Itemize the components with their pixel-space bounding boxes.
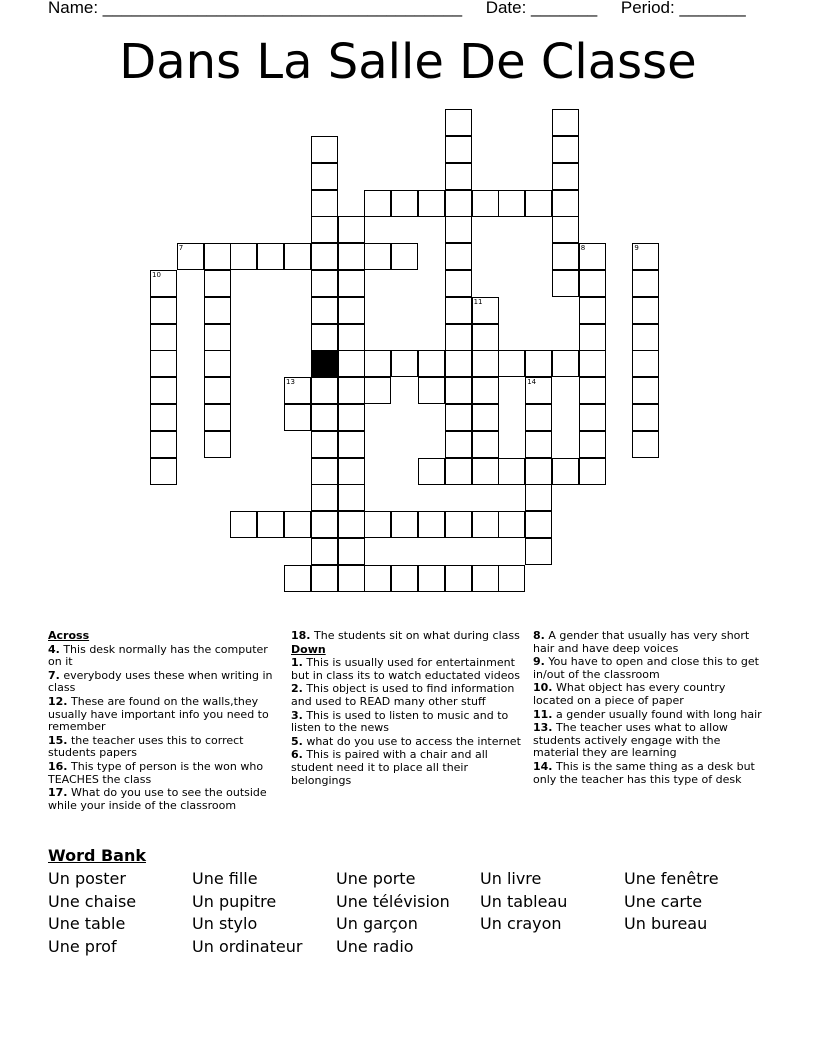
grid-cell[interactable] bbox=[311, 216, 338, 243]
clues-mixed-column bbox=[291, 630, 521, 788]
grid-cell[interactable] bbox=[472, 297, 499, 324]
clue-text: everybody uses these when writing in class bbox=[48, 668, 273, 695]
grid-cell[interactable] bbox=[338, 565, 365, 592]
clue bbox=[291, 736, 521, 749]
clue-text: These are found on the walls,they usually have important info you need to remember bbox=[48, 694, 269, 734]
grid-cell[interactable] bbox=[257, 243, 284, 270]
word-bank-item: Une prof bbox=[48, 936, 117, 956]
clue-number-label: 16. bbox=[48, 759, 68, 773]
clue-number-label: 18. bbox=[291, 629, 311, 642]
grid-cell[interactable] bbox=[150, 270, 177, 297]
clue-number: 9 bbox=[634, 244, 639, 253]
clue-number-label: 11. bbox=[533, 707, 553, 721]
word-bank-item: Une chaise bbox=[48, 891, 137, 911]
word-bank-item: Un crayon bbox=[480, 914, 562, 933]
grid-cell[interactable] bbox=[338, 431, 365, 458]
grid-cell[interactable] bbox=[311, 297, 338, 324]
clue-text: This is usually used for entertainment but in class its to watch eductated videos bbox=[291, 656, 520, 682]
grid-cell[interactable] bbox=[311, 538, 338, 565]
clue-number-label: 1. bbox=[291, 656, 303, 670]
grid-cell[interactable] bbox=[364, 243, 391, 270]
grid-cell[interactable] bbox=[525, 350, 552, 377]
grid-cell[interactable] bbox=[338, 297, 365, 324]
grid-cell[interactable] bbox=[445, 458, 472, 485]
grid-cell[interactable] bbox=[525, 377, 552, 404]
word-bank-item: Un pupitre bbox=[192, 891, 277, 911]
grid-cell[interactable] bbox=[525, 511, 552, 538]
grid-cell[interactable] bbox=[364, 511, 391, 538]
grid-cell[interactable] bbox=[391, 190, 418, 217]
grid-cell[interactable] bbox=[338, 484, 365, 511]
name-field[interactable]: Name: ______________________________________ bbox=[48, 0, 463, 17]
word-bank-item: Un poster bbox=[48, 869, 126, 888]
grid-cell[interactable] bbox=[204, 324, 231, 351]
clue-number-label: 7. bbox=[48, 668, 60, 682]
word-bank-title: Word Bank bbox=[48, 846, 147, 865]
word-bank-item: Un stylo bbox=[192, 914, 258, 933]
clue-text: You have to open and close this to get in/out of the classroom bbox=[533, 655, 759, 681]
grid-cell[interactable] bbox=[284, 565, 311, 592]
grid-cell[interactable] bbox=[472, 565, 499, 592]
grid-cell[interactable] bbox=[552, 190, 579, 217]
grid-cell[interactable] bbox=[579, 404, 606, 431]
clue bbox=[291, 657, 521, 682]
word-bank-item: Un tableau bbox=[480, 891, 568, 911]
word-bank-item: Une radio bbox=[336, 936, 414, 956]
grid-cell[interactable] bbox=[150, 431, 177, 458]
clue-number-label: 8. bbox=[533, 629, 545, 642]
grid-cell[interactable] bbox=[204, 270, 231, 297]
word-bank-item: Un bureau bbox=[624, 914, 708, 933]
grid-cell[interactable] bbox=[418, 377, 445, 404]
clue-text: The students sit on what during class bbox=[310, 629, 520, 642]
grid-cell[interactable] bbox=[418, 511, 445, 538]
grid-cell[interactable] bbox=[445, 404, 472, 431]
grid-cell[interactable] bbox=[445, 243, 472, 270]
grid-cell[interactable] bbox=[552, 350, 579, 377]
grid-cell[interactable] bbox=[204, 377, 231, 404]
clue-number: 10 bbox=[152, 271, 161, 279]
clue-text: A gender that usually has very short hair and have deep voices bbox=[533, 629, 750, 655]
clue-number: 13 bbox=[286, 378, 295, 387]
clue-text: This is used to listen to music and to listen to the news bbox=[291, 708, 509, 735]
word-bank-item: Un garçon bbox=[336, 914, 418, 933]
clue-number: 14 bbox=[527, 378, 537, 387]
word-bank-item: Une carte bbox=[624, 891, 703, 911]
grid-cell[interactable] bbox=[552, 136, 579, 163]
grid-cell[interactable] bbox=[150, 324, 177, 351]
grid-cell[interactable] bbox=[632, 404, 659, 431]
grid-cell[interactable] bbox=[445, 109, 472, 136]
grid-cell[interactable] bbox=[525, 431, 552, 458]
grid-cell[interactable] bbox=[445, 377, 472, 404]
grid-cell[interactable] bbox=[552, 243, 579, 270]
page-title: Dans La Salle De Classe bbox=[119, 34, 697, 90]
grid-cell[interactable] bbox=[150, 404, 177, 431]
clue-text: This object is used to find information and used to READ many other stuff bbox=[291, 682, 515, 708]
grid-cell[interactable] bbox=[552, 216, 579, 243]
grid-cell[interactable] bbox=[552, 163, 579, 190]
grid-cell[interactable] bbox=[311, 404, 338, 431]
period-field[interactable]: Period: _______ bbox=[620, 0, 746, 17]
clues-down-column bbox=[533, 630, 763, 787]
word-bank-item: Un livre bbox=[480, 869, 542, 888]
grid-cell[interactable] bbox=[338, 404, 365, 431]
grid-cell[interactable] bbox=[338, 243, 365, 270]
grid-cell[interactable] bbox=[284, 511, 311, 538]
grid-cell[interactable] bbox=[498, 350, 525, 377]
grid-cell[interactable] bbox=[177, 243, 204, 270]
grid-cell[interactable] bbox=[284, 404, 311, 431]
clue-heading: Down bbox=[291, 642, 326, 656]
grid-cell[interactable] bbox=[338, 216, 365, 243]
clue-number-label: 2. bbox=[291, 682, 303, 696]
grid-cell[interactable] bbox=[445, 511, 472, 538]
grid-cell[interactable] bbox=[150, 377, 177, 404]
grid-cell[interactable] bbox=[311, 484, 338, 511]
grid-cell[interactable] bbox=[579, 350, 606, 377]
clue bbox=[48, 670, 278, 695]
grid-cell[interactable] bbox=[391, 565, 418, 592]
grid-cell[interactable] bbox=[445, 565, 472, 592]
word-bank-item: Une porte bbox=[336, 869, 416, 888]
grid-cell[interactable] bbox=[445, 190, 472, 217]
grid-cell[interactable] bbox=[418, 565, 445, 592]
grid-cell[interactable] bbox=[445, 350, 472, 377]
clue-number-label: 12. bbox=[48, 694, 68, 708]
grid-cell[interactable] bbox=[498, 458, 525, 485]
grid-cell[interactable] bbox=[445, 270, 472, 297]
grid-cell[interactable] bbox=[525, 538, 552, 565]
clue-number-label: 3. bbox=[291, 708, 303, 722]
clue-text: what do you use to access the internet bbox=[302, 734, 521, 748]
grid-cell[interactable] bbox=[445, 163, 472, 190]
clue bbox=[533, 682, 763, 707]
grid-cell[interactable] bbox=[632, 377, 659, 404]
clue-number-label: 13. bbox=[533, 721, 553, 735]
grid-cell[interactable] bbox=[552, 270, 579, 297]
word-bank-item: Une télévision bbox=[336, 891, 450, 911]
grid-cell[interactable] bbox=[579, 431, 606, 458]
grid-cell[interactable] bbox=[525, 458, 552, 485]
grid-cell[interactable] bbox=[311, 511, 338, 538]
grid-cell[interactable] bbox=[632, 350, 659, 377]
grid-cell[interactable] bbox=[311, 270, 338, 297]
grid-cell[interactable] bbox=[472, 350, 499, 377]
grid-cell[interactable] bbox=[311, 163, 338, 190]
grid-cell[interactable] bbox=[472, 377, 499, 404]
word-bank-item: Une fenêtre bbox=[624, 869, 719, 888]
clue bbox=[291, 749, 521, 787]
grid-cell[interactable] bbox=[311, 190, 338, 217]
clue bbox=[291, 710, 521, 735]
clue-text: This type of person is the won who TEACHES the class bbox=[48, 759, 264, 786]
grid-cell[interactable] bbox=[445, 297, 472, 324]
grid-cell[interactable] bbox=[445, 216, 472, 243]
clue-text: This desk normally has the computer on it bbox=[48, 642, 268, 669]
clue-number-label: 6. bbox=[291, 748, 303, 762]
clue bbox=[533, 722, 763, 760]
grid-cell[interactable] bbox=[204, 431, 231, 458]
grid-cell[interactable] bbox=[445, 136, 472, 163]
grid-cell[interactable] bbox=[391, 350, 418, 377]
clue-number-label: 17. bbox=[48, 786, 68, 800]
word-bank-item: Une table bbox=[48, 914, 126, 933]
grid-cell[interactable] bbox=[230, 511, 257, 538]
grid-cell[interactable] bbox=[150, 350, 177, 377]
clue bbox=[533, 656, 763, 681]
grid-cell[interactable] bbox=[204, 243, 231, 270]
clue bbox=[533, 630, 763, 655]
clue bbox=[48, 735, 278, 760]
grid-cell[interactable] bbox=[391, 243, 418, 270]
grid-cell[interactable] bbox=[311, 565, 338, 592]
grid-cell[interactable] bbox=[579, 377, 606, 404]
clue-number-label: 9. bbox=[533, 655, 545, 669]
grid-cell[interactable] bbox=[150, 297, 177, 324]
grid-cell[interactable] bbox=[338, 377, 365, 404]
grid-cell[interactable] bbox=[257, 511, 284, 538]
clue-text: the teacher uses this to correct students papers bbox=[48, 733, 244, 760]
clue bbox=[291, 683, 521, 708]
word-bank bbox=[48, 868, 768, 958]
clue bbox=[48, 696, 278, 734]
grid-cell[interactable] bbox=[338, 350, 365, 377]
grid-cell[interactable] bbox=[579, 270, 606, 297]
grid-cell[interactable] bbox=[525, 404, 552, 431]
clue-number: 7 bbox=[178, 244, 184, 253]
clue-number-label: 4. bbox=[48, 642, 60, 656]
clue-text: The teacher uses what to allow students actively engage with the material they are learning bbox=[533, 721, 728, 760]
grid-cell[interactable] bbox=[445, 324, 472, 351]
grid-cell[interactable] bbox=[311, 458, 338, 485]
grid-cell[interactable] bbox=[230, 243, 257, 270]
grid-cell[interactable] bbox=[338, 324, 365, 351]
grid-cell[interactable] bbox=[364, 565, 391, 592]
grid-cell[interactable] bbox=[364, 350, 391, 377]
grid-cell[interactable] bbox=[204, 350, 231, 377]
grid-cell[interactable] bbox=[418, 458, 445, 485]
grid-cell[interactable] bbox=[498, 565, 525, 592]
grid-cell[interactable] bbox=[579, 297, 606, 324]
grid-cell[interactable] bbox=[311, 136, 338, 163]
grid-cell[interactable] bbox=[311, 431, 338, 458]
grid-cell[interactable] bbox=[284, 243, 311, 270]
grid-cell[interactable] bbox=[338, 511, 365, 538]
word-bank-item: Une fille bbox=[192, 869, 258, 888]
clues-across-column bbox=[48, 630, 278, 813]
clue-number-label: 5. bbox=[291, 734, 303, 748]
clue bbox=[48, 787, 278, 812]
grid-cell[interactable] bbox=[364, 377, 391, 404]
grid-cell[interactable] bbox=[632, 270, 659, 297]
grid-cell[interactable] bbox=[311, 243, 338, 270]
grid-cell[interactable] bbox=[472, 458, 499, 485]
grid-cell[interactable] bbox=[311, 377, 338, 404]
grid-cell[interactable] bbox=[632, 324, 659, 351]
grid-cell[interactable] bbox=[338, 538, 365, 565]
grid-cell[interactable] bbox=[552, 458, 579, 485]
grid-cell[interactable] bbox=[418, 350, 445, 377]
grid-cell[interactable] bbox=[204, 404, 231, 431]
grid-cell[interactable] bbox=[579, 324, 606, 351]
clue bbox=[533, 709, 763, 722]
clue-number: 12 bbox=[312, 351, 322, 360]
grid-cell[interactable] bbox=[472, 190, 499, 217]
grid-cell[interactable] bbox=[284, 377, 311, 404]
grid-cell[interactable] bbox=[632, 431, 659, 458]
clue-text: This is paired with a chair and all student need it to place all their belongings bbox=[291, 748, 488, 787]
grid-cell[interactable] bbox=[632, 297, 659, 324]
clue-text: a gender usually found with long hair bbox=[552, 707, 762, 721]
grid-cell[interactable] bbox=[472, 511, 499, 538]
clue-text: What do you use to see the outside while your inside of the classroom bbox=[48, 786, 267, 812]
grid-cell[interactable] bbox=[391, 511, 418, 538]
grid-cell[interactable] bbox=[498, 511, 525, 538]
clue-text: What object has every country located on a piece of paper bbox=[533, 681, 726, 707]
grid-cell[interactable] bbox=[579, 243, 606, 270]
black-cell bbox=[311, 350, 338, 377]
date-field[interactable]: Date: _______ bbox=[485, 0, 598, 17]
grid-cell[interactable] bbox=[204, 297, 231, 324]
clue bbox=[48, 761, 278, 786]
grid-cell[interactable] bbox=[498, 190, 525, 217]
clue bbox=[291, 630, 521, 643]
grid-cell[interactable] bbox=[338, 270, 365, 297]
grid-cell[interactable] bbox=[364, 190, 391, 217]
grid-cell[interactable] bbox=[472, 431, 499, 458]
grid-cell[interactable] bbox=[338, 458, 365, 485]
clue-number: 11 bbox=[473, 297, 483, 306]
clue bbox=[533, 761, 763, 786]
clue-number-label: 14. bbox=[533, 759, 553, 773]
grid-cell[interactable] bbox=[525, 484, 552, 511]
grid-cell[interactable] bbox=[472, 404, 499, 431]
clue-number-label: 15. bbox=[48, 733, 68, 747]
clue-number: 8 bbox=[580, 244, 586, 253]
clue bbox=[48, 644, 278, 669]
grid-cell[interactable] bbox=[579, 458, 606, 485]
clue-number-label: 10. bbox=[533, 681, 553, 695]
grid-cell[interactable] bbox=[525, 190, 552, 217]
grid-cell[interactable] bbox=[418, 190, 445, 217]
grid-cell[interactable] bbox=[472, 324, 499, 351]
grid-cell[interactable] bbox=[632, 243, 659, 270]
grid-cell[interactable] bbox=[445, 431, 472, 458]
grid-cell[interactable] bbox=[311, 324, 338, 351]
clue-text: This is the same thing as a desk but only the teacher has this type of desk bbox=[533, 759, 755, 786]
grid-cell[interactable] bbox=[150, 458, 177, 485]
grid-cell[interactable] bbox=[552, 109, 579, 136]
clue-heading: Across bbox=[48, 629, 90, 642]
word-bank-item: Un ordinateur bbox=[192, 936, 303, 956]
